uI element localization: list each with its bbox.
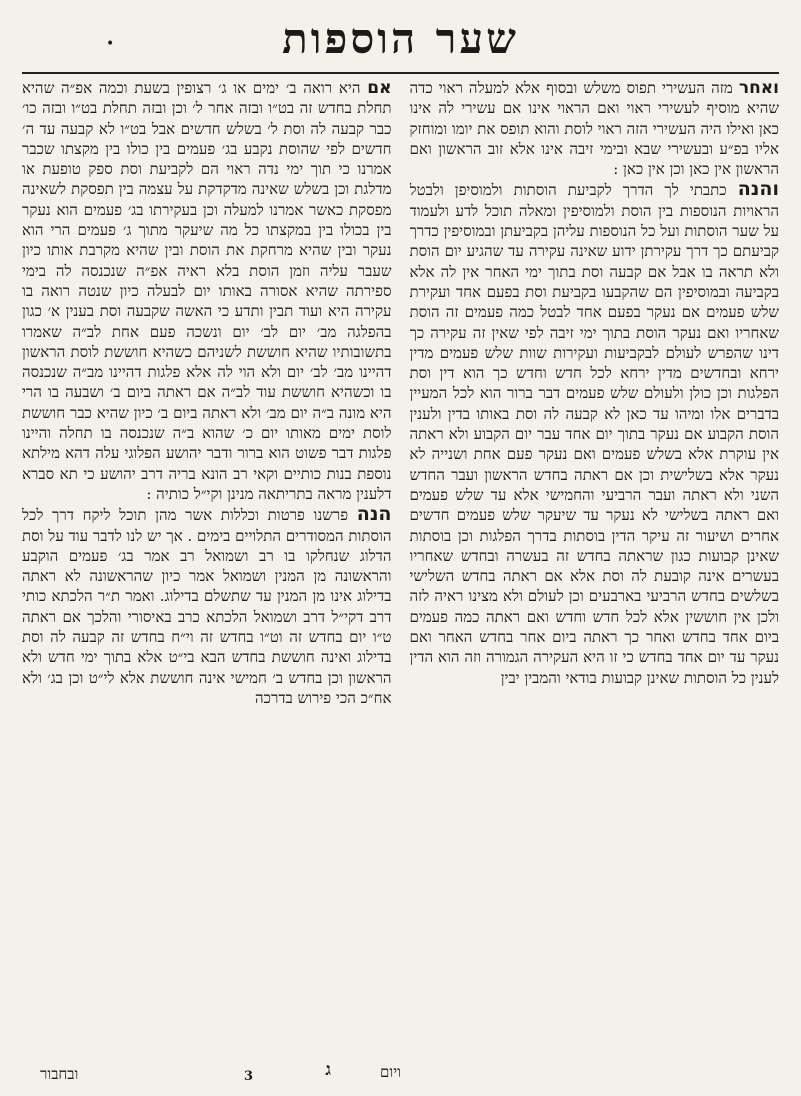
right-column-paragraph-2 — [410, 179, 780, 687]
left-column-lead-word: אם — [367, 78, 392, 98]
header-rule — [22, 72, 779, 74]
right-column-section-lead: והנה — [737, 178, 779, 201]
text-columns — [22, 78, 779, 1062]
right-catchword: ויום — [380, 1063, 401, 1081]
left-column-body: היא רואה ב׳ ימים או ג׳ רצופין בשעת וכמה אפ״ה שהיא תחלת בחדש זה בט״ו ובזה אחר ל׳ וכן ובזה תחלת בט״ו ובזה כו׳ כבר קבעה לה וסת ל׳ בשלש חדשים אבל בט״ו לא קבעה עד ה׳ חדשים לפי שהוסת נקבע בג׳ פעמים בין כולו בין מקצתו שכבר אמרנו כי תוך ימי נדה ראוי הם לקביעת וסת ספק טופעת או מדלגת וכן בשלש שאינה מדקדקת על עצמה בין תפסקת לשאינה מפסקת כאשר אמרנו למעלה וכן בעקירתו בג׳ פעמים הוא נעקר בין בכולו בין במקצתו כל מה שיעקר מתוך ג׳ פעמים הרי הוא נעקר ובין שהיא מרחקת את הוסת ובין שהיא מקרבת אותו כיון שעבר עליה וזמן הוסת בלא ראיה אפ״ה שנכנסה לה בימי ספירתה שהיא אסורה באותו יום לבעלה כיון שנטה רואה בו עקירה היא ועוד תבין ותדע כי האשה שקבעה וסת בענין א׳ כגון בהפלגה מב׳ יום לב׳ יום ונשכה פעם אחת לב״ה שאמרו בתשובותיו שהיא חוששת לשניהם כשהיא חוששת לוסת הראשון דהיינו מב׳ לב׳ יום ולא הוי לה אלא פלגות דהיינו מב״ה שנכנסה בו וכשהיא חוששת עוד לב״ה אם ראתה ביום ב׳ ושבעה בו הרי היא מונה ב״ה יום מב׳ ולא ראתה ביום ב׳ כיון שהיא כבר חוששת לוסת ימים מאותו יום כ׳ שהוא ב״ה שנכנסה בו תחלה והיינו פלגות דבר פשוט הוא ברור ודבר יהושע הפלוגי עלה דהא מילתא נוספת בנות כותיים וקאי רב הונא בריה דרב יהושע כי תא סברא דלענין מראה בתריתאה מנינן וקי״ל כותיה : — [22, 79, 392, 503]
right-column-lead-word: ואחר — [738, 78, 779, 98]
right-column-body: מזה העשירי תפוס משלש ובסוף אלא למעלה ראוי כדה שהיא מוסיף לעשירי ראוי ואם הראוי אינו אם עשירי לה אינו כאן ואילו היה העשירי הזה ראוי לוסת והוא תופס את יומו ומוחזק אליו בפ״ע ובעשירי שבא ובימי זיבה אינו אלא זוב הראשון ואם הראשון אין כאן וכן אין כאן : — [409, 79, 779, 179]
page-header — [22, 6, 779, 78]
page-title: שער הוספות — [282, 14, 519, 63]
left-column-paragraph-1 — [22, 78, 392, 504]
left-column-paragraph-2 — [22, 504, 392, 708]
signature-letter: ג — [325, 1060, 331, 1080]
left-column-section-body: פרשנו פרטות וכללות אשר מהן תוכל ליקח דרך לכל הוסתות המסודרים התלויים בימים . אך יש לנו לדבר עוד על וסת הדלוג שנחלקו בו רב ושמואל רב אמר בג׳ פעמים הוקבע והראשונה מן המנין ושמואל אמר כיון שהראשונה לא ראתה בדילוג אינו מן המנין עד שתשלם בדילוג. ואמר ת״ר הלכתא כותי דרב דקי״ל דרב ושמואל הלכתא כרב באיסורי והלכך אם ראתה ט״ו יום בחדש זה וט״ו בחדש זה וי״ח בחדש זה קבעה לה וסת בדילוג ואינה חוששת בחדש הבא בי״ט אלא בתוך ימי חדש ולא הראשון וכן בחדש ב׳ חמישי אינה חוששת אלא לי״ט וכן בג׳ ולא אח״כ הכי פירוש בדרכה — [22, 506, 392, 707]
signature-number: 3 — [243, 1069, 253, 1084]
left-column-section-lead: הנה — [356, 503, 392, 526]
right-column-paragraph-1 — [410, 78, 780, 179]
left-column — [22, 78, 392, 1062]
header-mark: • — [106, 36, 115, 52]
page-footer — [0, 1062, 801, 1086]
right-column — [410, 78, 780, 1062]
right-column-section-body: כתבתי לך הדרך לקביעת הוסתות ולמוסיפן ולבטל הראויות הנוספות בין הוסת ולמוסיפין ומאלה תוכל לדע ולעמוד על שער הוסתות ועל כל הנוספות עליהן בקביעתן ובמוסיפין כדרך קביעתם כך דרך עקירתן ידוע שאינה עקירה עד שהגיע יום הוסת ולא תראה בו אבל אם קבעה וסת בתוך ימי האחר אין לה אלא בקביעה ובמוסיפין הם שהקבעו בקביעת וסת בפעם אחד ועקירת שלש פעמים אם נעקר בפעם אחד לבטל כמה פעמים זה הוסת שאחריו ואם נעקר הוסת בתוך ימי זיבה לפי שאין זה עקירה כך דינו שהפרש לעולם לבקביעות ועקירות שוות שלש פעמים מדין ירחא ובחדשים מדין ירחא לכל חדש וחדש כך הוא דין וסת הפלגות וכן כולן ולעולם שלש פעמים דבר ברור הוא לכל המעיין בדברים אלו ומיהו עד כאן לא קבעה לה וסת באותו בדין ולענין הוסת הקבוע אם נעקר בתוך יום אחד עבר יום הקבוע ולא ראתה אין עוקרת אלא בשלש פעמים ואם נעקר פעם אחת ושנייה לא נעקר אלא בשלישית וכן אם ראתה בחדש הראשון ועבר החדש השני ולא ראתה ועבר הרביעי והחמישי אלא עד שלש פעמים ואם ראתה בשלישי לא נעקר עד שיעקר שלש פעמים חדשים אחרים ושיעור זה עיקר הדין בוסתות בדרך הפלגות וכן בוסתות שאינן קבועות כגון שראתה בחדש זה בעשרה ובחדש שאחריו בעשרים אינה קובעת לה וסת אלא אם ראתה בחדש השלישי בשלשים בחדש הרביעי בארבעים וכן לעולם ולא מצינו ראיה לזה ולכן אין חוששין אלא לכל חדש וחדש ואם ראתה כמה פעמים ביום אחד בחדש ואחר כך ראתה ביום אחר בחדש האחר ואם נעקר עד יום אחד בחדש כי זו היא העקירה הגמורה וזה הוא הדין לענין כל הוסתות שאינן קבועות בודאי והמבין יבין — [409, 181, 779, 687]
left-catchword: ובחבור — [40, 1065, 79, 1083]
